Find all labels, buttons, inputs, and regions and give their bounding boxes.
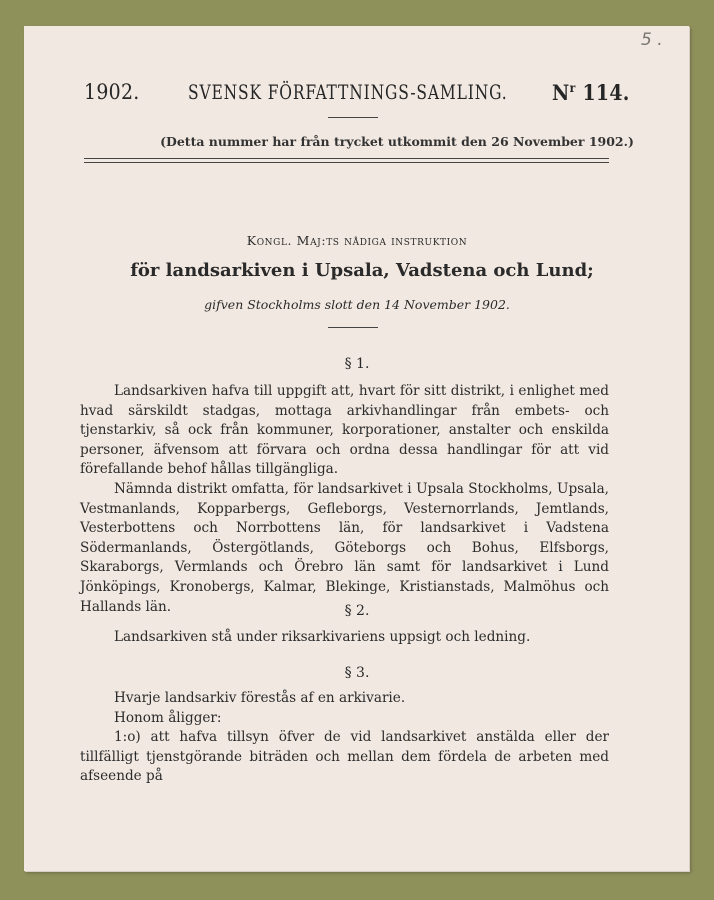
double-rule-lower bbox=[84, 162, 609, 163]
header-title: SVENSK FÖRFATTNINGS-SAMLING. bbox=[188, 80, 508, 104]
header-number bbox=[552, 80, 630, 105]
pencil-mark: 5 . bbox=[641, 30, 663, 50]
publication-note: (Detta nummer har från trycket utkommit den 26 November 1902.) bbox=[160, 134, 634, 149]
paragraph: Landsarkiven hafva till uppgift att, hvart för sitt distrikt, i enlighet med hvad särskildt stadgas, mottaga arkivhandlingar från embets- och tjenstarkiv, så ock från kommuner, korporationer, anstalter och enskilda personer, äfvensom att förvara och ordna dessa handlingar för att vid förefallande behof hållas tillgängliga. bbox=[80, 383, 609, 478]
section-label-2: § 2. bbox=[344, 603, 370, 619]
double-rule-upper bbox=[84, 158, 609, 159]
main-title: för landsarkiven i Upsala, Vadstena och Lund; bbox=[130, 260, 594, 281]
given-line: gifven Stockholms slott den 14 November 1902. bbox=[204, 297, 510, 312]
header-number-sup: r bbox=[569, 81, 576, 95]
paragraph: 1:o) att hafva tillsyn öfver de vid landsarkivet anstälda eller der tillfälligt tjenstgörande biträden och mellan dem fördela de arbeten med afseende på bbox=[80, 729, 609, 785]
paragraph: Honom åligger: bbox=[114, 709, 222, 726]
paragraph: Landsarkiven stå under riksarkivariens uppsigt och ledning. bbox=[114, 629, 531, 645]
kongl-text: Kongl. Maj:ts nådiga instruktion bbox=[246, 233, 468, 248]
header-number-prefix: N bbox=[552, 80, 570, 105]
paragraph: Hvarje landsarkiv förestås af en arkivarie. bbox=[114, 690, 406, 706]
header-year: 1902. bbox=[84, 80, 140, 104]
section-label-1: § 1. bbox=[344, 356, 370, 372]
short-rule-heading bbox=[328, 327, 378, 328]
header-number-value: 114. bbox=[582, 80, 630, 105]
section-3-body bbox=[80, 689, 609, 787]
section-1-body bbox=[80, 382, 609, 617]
short-rule-top bbox=[328, 117, 378, 118]
section-label-3: § 3. bbox=[344, 665, 370, 681]
paragraph: Nämnda distrikt omfatta, för landsarkivet i Upsala Stockholms, Upsala, Vestmanlands, Kopparbergs, Gefleborgs, Vesternorrlands, Jemtlands, Vesterbottens och Norrbottens län, för landsarkivet i Vadstena Södermanlands, Östergötlands, Göteborgs och Bohus, Elfsborgs, Skaraborgs, Vermlands och Örebro län samt för landsarkivet i Lund Jönköpings, Kronobergs, Kalmar, Blekinge, Kristianstads, Malmöhus och Hallands län. bbox=[80, 480, 609, 615]
kongl-heading bbox=[0, 233, 714, 248]
section-2-body bbox=[80, 628, 609, 648]
